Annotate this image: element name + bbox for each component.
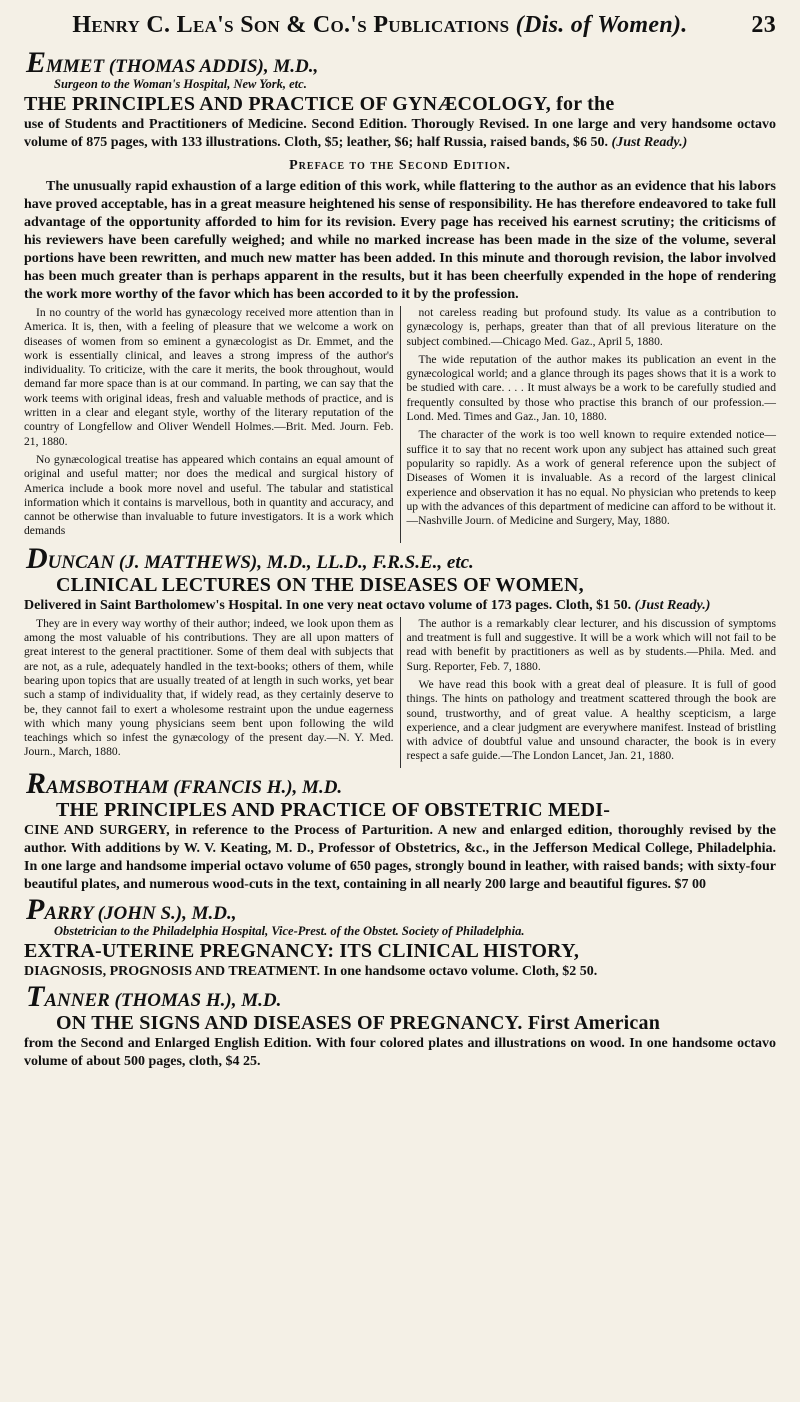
book-description: CINE AND SURGERY, in reference to the Process of Parturition. A new and enlarged edition, thoroughly revised by the author. With additions by W. V. Keating, M. D., Professor of Obstetrics, &c., in the Jefferson Medical College, Philadelphia. In one large and handsome imperial octavo volume of 650 pages, strongly bound in leather, with raised bands; with sixty-four beautiful plates, and numerous wood-cuts in the text, containing in all nearly 200 large and beautiful figures. $7 00: [24, 822, 776, 892]
author-affiliation: Obstetrician to the Philadelphia Hospital, Vice-Prest. of the Obstet. Society of Philadelphia.: [54, 923, 525, 938]
drop-initial: P: [26, 892, 45, 926]
entry-parry: [24, 892, 776, 981]
preface-heading: Preface to the Second Edition.: [289, 158, 511, 173]
entry-emmet: [24, 46, 776, 543]
review-column-right: [407, 617, 777, 768]
running-head: [24, 0, 776, 47]
review-column-left: [24, 306, 401, 543]
review-column-right: [407, 306, 777, 543]
book-title: CLINICAL LECTURES ON THE DISEASES OF WOMEN,: [56, 573, 584, 596]
review-column-left: [24, 617, 401, 768]
publisher-title: [24, 12, 736, 39]
drop-initial: D: [26, 541, 48, 575]
author-heading: [26, 892, 776, 926]
book-description: DIAGNOSIS, PROGNOSIS AND TREATMENT. In one handsome octavo volume. Cloth, $2 50.: [24, 963, 598, 979]
drop-initial: E: [26, 46, 47, 79]
book-description: [24, 116, 776, 152]
review-paragraph: The author is a remarkably clear lecturer, and his discussion of symptoms and treatment is full and suggestive. It will be a work which will not fail to be read with benefit by practitioners as well as by students.—Phila. Med. and Surg. Reporter, Feb. 7, 1880.: [406, 616, 776, 673]
description-text: Delivered in Saint Bartholomew's Hospital. In one very neat octavo volume of 173 pages. Cloth, $1 50.: [24, 597, 632, 613]
author-name: AMSBOTHAM (FRANCIS H.), M.D.: [46, 776, 343, 798]
review-columns: [24, 617, 776, 768]
author-heading: [26, 766, 776, 800]
book-title: EXTRA-UTERINE PREGNANCY: ITS CLINICAL HISTORY,: [24, 939, 580, 962]
entry-tanner: [24, 979, 776, 1071]
author-name: UNCAN (J. MATTHEWS), M.D., LL.D., F.R.S.E., etc.: [47, 551, 474, 573]
drop-initial: R: [26, 766, 47, 800]
preface-text: The unusually rapid exhaustion of a large edition of this work, while flattering to the author as an evidence that his labors have proved acceptable, has in a great measure heightened his sense of responsibility. He has therefore endeavored to take full advantage of the opportunity afforded to him for its revision. Every page has received his earnest scrutiny; the criticisms of his reviewers have been carefully weighed; and while no marked increase has been made in the size of the volume, several portions have been rewritten, and much new matter has been added. In this minute and thorough revision, the labor involved has been much greater than is perhaps apparent in the results, but it has been cheerfully expended in the hope of rendering the work more worthy of the favor which has been accorded to it by the profession.: [24, 179, 776, 302]
ready-note: (Just Ready.): [611, 135, 688, 150]
section-label: (Dis. of Women).: [515, 12, 688, 38]
author-heading: [26, 979, 776, 1013]
book-description: [24, 597, 776, 615]
drop-initial: T: [26, 979, 45, 1013]
author-name: ARRY (JOHN S.), M.D.,: [44, 902, 237, 924]
review-paragraph: The wide reputation of the author makes its publication an event in the gynæcological world; and a glance through its pages shows that it is a work to be studied with care. . . . It must always be a work to be carefully studied and frequently consulted by those who practise this branch of our profession.—Lond. Med. Times and Gaz., Jan. 10, 1880.: [406, 352, 776, 424]
entry-duncan: [24, 541, 776, 768]
author-heading: [26, 46, 776, 79]
author-name: ANNER (THOMAS H.), M.D.: [44, 989, 282, 1011]
entry-ramsbotham: [24, 766, 776, 894]
book-description: from the Second and Enlarged English Edition. With four colored plates and illustrations on wood. In one handsome octavo volume of about 500 pages, cloth, $4 25.: [24, 1035, 776, 1069]
review-paragraph: They are in every way worthy of their author; indeed, we look upon them as among the most valuable of his contributions. They are all upon matters of great interest to the general practitioner. Some of them deal with subjects that are not, as a rule, adequately handled in the text-books; others of them, while bearing upon topics that are usually treated of at length in such works, yet bear such a stamp of individuality that, if widely read, as they certainly deserve to be, they cannot fail to exert a wholesome restraint upon the undue eagerness with which many young physicians seem bent upon following the wild teachings which so infest the gynæcology of the present day.—N. Y. Med. Journ., March, 1880.: [24, 616, 394, 759]
book-title: THE PRINCIPLES AND PRACTICE OF OBSTETRIC MEDI-: [56, 798, 611, 821]
review-paragraph: not careless reading but profound study. Its value as a contribution to gynæcology is, perhaps, greater than that of all previous literature on the subject combined.—Chicago Med. Gaz., April 5, 1880.: [406, 306, 776, 348]
review-paragraph: No gynæcological treatise has appeared which contains an equal amount of original and useful matter; nor does the medical and surgical history of America include a book more novel and useful. The tabular and statistical information which it contains is marvellous, both in quantity and accuracy, and cannot be otherwise than invaluable to future investigators. It is a work which demands: [24, 452, 394, 538]
review-paragraph: We have read this book with a great deal of pleasure. It is full of good things. The hints on pathology and treatment scattered through the book are sound, trustworthy, and of great value. A healthy scepticism, a large experience, and a clear judgment are everywhere manifest. Instead of bristling with advice of doubtful value and unsound character, the book is in every respect a safe guide.—The London Lancet, Jan. 21, 1880.: [406, 677, 776, 763]
review-columns: [24, 306, 776, 543]
review-paragraph: The character of the work is too well known to require extended notice—suffice it to say that no recent work upon any subject has attained such great popularity so rapidly. As a work of general reference upon the subject of Diseases of Women it is invaluable. As a record of the largest clinical experience and observation it has no equal. No physician who pretends to keep up with the advances of this department of medicine can afford to be without it.—Nashville Journ. of Medicine and Surgery, May, 1880.: [406, 428, 776, 528]
description-text: use of Students and Practitioners of Medicine. Second Edition. Thorougly Revised. In one large and very handsome octavo volume of 875 pages, with 133 illustrations. Cloth, $5; leather, $6; half Russia, raised bands, $6 50.: [24, 117, 776, 150]
page-number: 23: [751, 12, 776, 38]
ready-note: (Just Ready.): [634, 597, 711, 613]
book-title: ON THE SIGNS AND DISEASES OF PREGNANCY. First American: [56, 1011, 661, 1034]
author-heading: [26, 541, 776, 575]
author-name: MMET (THOMAS ADDIS), M.D.,: [46, 56, 319, 77]
author-affiliation: Surgeon to the Woman's Hospital, New York, etc.: [54, 77, 307, 91]
review-paragraph: In no country of the world has gynæcology received more attention than in America. It is, then, with a feeling of pleasure that we welcome a work on diseases of women from so eminent a gynæcologist as Dr. Emmet, and the work is essentially clinical, and leaves a strong impress of the author's individuality. To criticize, with the care it merits, the book throughout, would demand far more space than is at our command. In parting, we can say that the work teems with original ideas, fresh and valuable methods of practice, and is written in a clear and elegant style, worthy of the literary reputation of the country of Longfellow and Oliver Wendell Holmes.—Brit. Med. Journ. Feb. 21, 1880.: [24, 306, 394, 448]
publisher-name: Henry C. Lea's Son & Co.'s Publications: [72, 12, 510, 38]
book-title: THE PRINCIPLES AND PRACTICE OF GYNÆCOLOGY, for the: [24, 93, 615, 115]
